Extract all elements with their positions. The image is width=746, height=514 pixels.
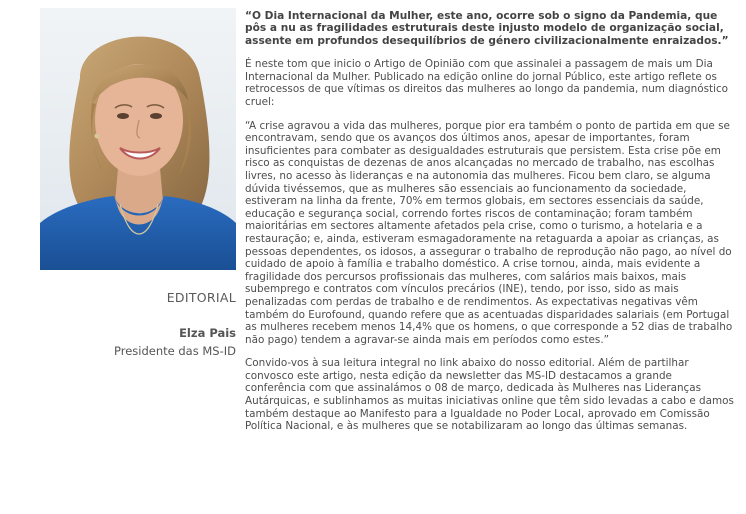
- author-portrait: [40, 8, 236, 270]
- intro-paragraph: É neste tom que inicio o Artigo de Opinião com que assinalei a passagem de mais um Dia Internacional da Mulher. Publicado na edição online do jornal Público, este artigo reflete os retrocessos de que vítimas os direitos das mulheres ao longo da pandemia, num diagnóstico cruel:: [245, 58, 729, 108]
- author-sidebar: [0, 0, 236, 514]
- section-label: EDITORIAL: [166, 290, 236, 305]
- author-role: Presidente das MS-ID: [114, 344, 236, 358]
- closing-paragraph: Convido-vos à sua leitura integral no link abaixo do nosso editorial. Além de partilhar convosco este artigo, nesta edição da newsletter das MS-ID destacamos a grande conferência com que assinalámos o 08 de março, dedicada às Mulheres nas Lideranças Autárquicas, e sublinhamos as muitas iniciativas online que têm sido levadas a cabo e damos também destaque ao Manifesto para a Igualdade no Poder Local, aprovado em Comissão Política Nacional, e às mulheres que se notabilizaram ao longo das últimas semanas.: [245, 357, 734, 433]
- lead-quote: “O Dia Internacional da Mulher, este ano, ocorre sob o signo da Pandemia, que pôs a nu as fragilidades estruturais deste injusto modelo de organização social, assente em profundos desequilíbrios de género civilizacionalmente enraizados.”: [245, 10, 729, 47]
- editorial-article: [245, 10, 735, 444]
- author-name: Elza Pais: [179, 326, 236, 340]
- article-quote: “A crise agravou a vida das mulheres, porque pior era também o ponto de partida em que se encontravam, sendo que os avanços dos últimos anos, apesar de importantes, foram insuficientes para combater as desigualdades estruturais que persistem. Esta crise põe em risco as conquistas de dezenas de anos alcançadas no mercado de trabalho, nas escolhas livres, no acesso às lideranças e na autonomia das mulheres. Ficou bem claro, se alguma dúvida tivéssemos, que as mulheres são essenciais ao funcionamento da sociedade, estiveram na linha da frente, 70% em termos globais, em sectores essenciais da saúde, educação e segurança social, correndo fortes riscos de contaminação; foram também maioritárias em sectores altamente afetados pela crise, como o turismo, a hotelaria e a restauração; e, ainda, estiveram esmagadoramente na retaguarda a apoiar as crianças, as pessoas dependentes, os idosos, a assegurar o trabalho de reprodução não pago, ao nível do cuidado de apoio à família e trabalho doméstico. A crise tornou, ainda, mais evidente a fragilidade dos percursos profissionais das mulheres, com salários mais baixos, mais subemprego e contratos com vínculos precários (INE), tendo, por isso, sido as mais penalizadas com perdas de trabalho e de rendimentos. As expectativas negativas vêm também do Eurofound, quando refere que as acentuadas disparidades salariais (em Portugal as mulheres recebem menos 14,4% que os homens, o que corresponde a 52 dias de trabalho não pago) tendem a agravar-se ainda mais em períodos como estes.”: [245, 119, 733, 346]
- author-photo: [40, 8, 236, 270]
